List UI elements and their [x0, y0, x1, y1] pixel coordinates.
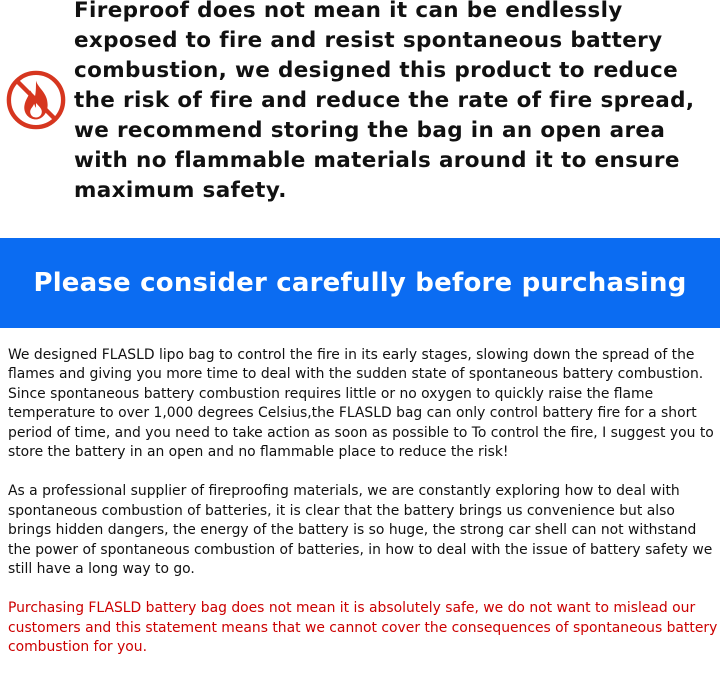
disclaimer-paragraph-2: As a professional supplier of fireproofing materials, we are constantly exploring how to deal with spontaneous combustion of batteries, it is clear that the battery brings us convenience but also brings hidden dangers, the energy of the battery is so huge, the strong car shell can not withstand the power of spontaneous combustion of batteries, in how to deal with the issue of battery safety we still have a long way to go.	[8, 483, 713, 578]
fire-warning-section	[0, 0, 720, 238]
notice-banner	[0, 238, 720, 328]
fire-warning-text: Fireproof does not mean it can be endlessly exposed to fire and resist spontaneous battery combustion, we designed this product to reduce the risk of fire and reduce the rate of fire spread, we recommend storing the bag in an open area with no flammable materials around it to ensure maximum safety.	[74, 0, 695, 203]
no-fire-icon	[5, 69, 67, 131]
disclaimer-paragraph-3-warning: Purchasing FLASLD battery bag does not mean it is absolutely safe, we do not want to mislead our customers and this statement means that we cannot cover the consequences of spontaneous battery combustion for you.	[8, 600, 718, 656]
banner-title: Please consider carefully before purchasing	[33, 268, 687, 298]
disclaimer-body	[8, 346, 718, 678]
disclaimer-paragraph-1: We designed FLASLD lipo bag to control the fire in its early stages, slowing down the spread of the flames and giving you more time to deal with the sudden state of spontaneous battery combustion. Since spontaneous battery combustion requires little or no oxygen to quickly raise the flame temperature to over 1,000 degrees Celsius,the FLASLD bag can only control battery fire for a short period of time, and you need to take action as soon as possible to To control the fire, I suggest you to store the battery in an open and no flammable place to reduce the risk!	[8, 347, 714, 461]
